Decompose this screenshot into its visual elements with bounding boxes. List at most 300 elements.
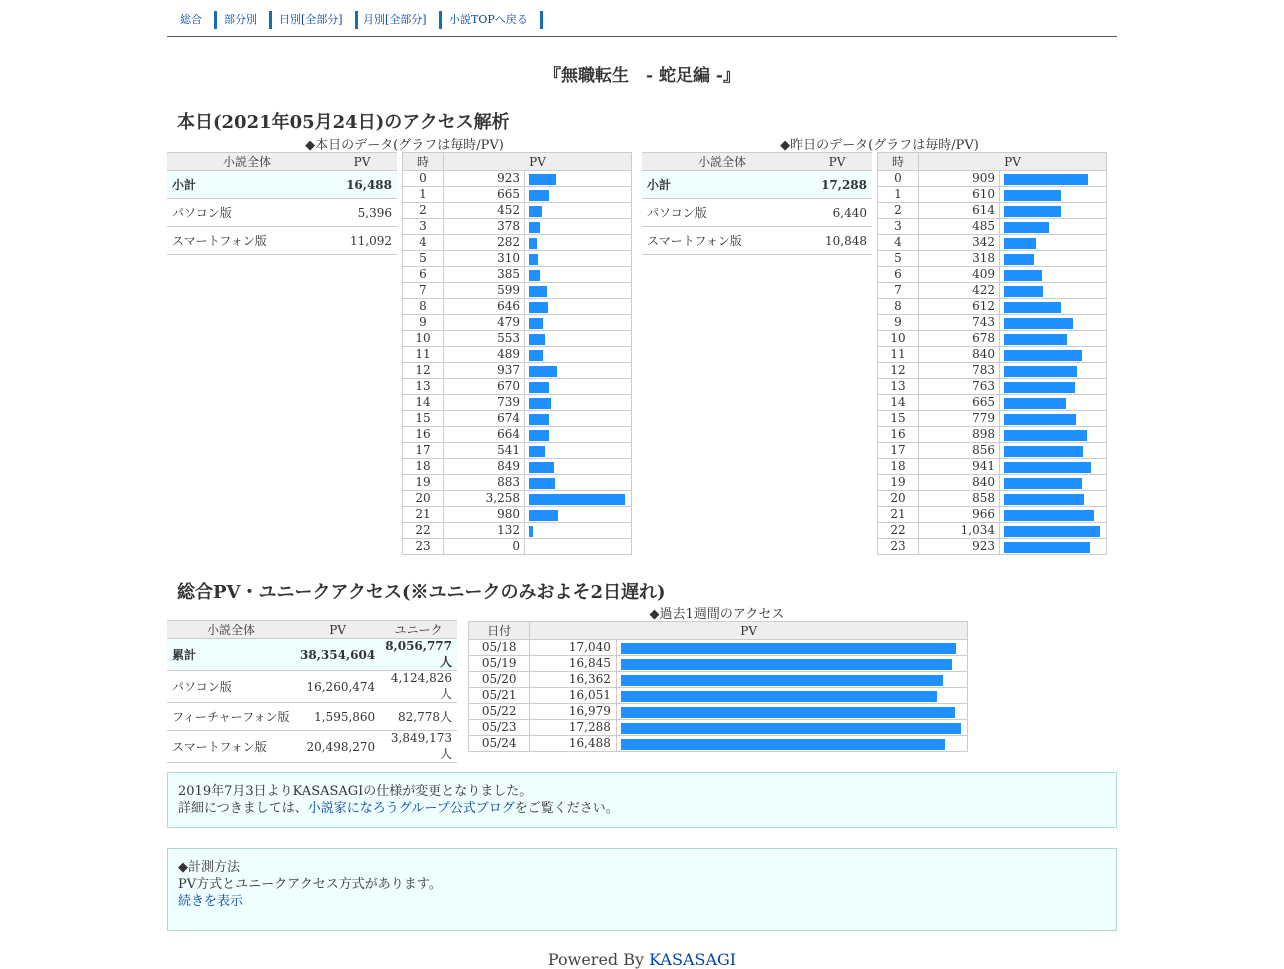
hour-bar <box>529 526 533 537</box>
hour-bar <box>529 350 543 361</box>
hour-row <box>878 203 1107 219</box>
hour-cell: 12 <box>403 363 444 379</box>
hour-cell: 5 <box>878 251 919 267</box>
week-date: 05/18 <box>469 640 530 656</box>
notice-line: 2019年7月3日よりKASASAGIの仕様が変更となりました。 <box>178 784 533 799</box>
hour-row <box>878 315 1107 331</box>
hour-cell: 7 <box>403 283 444 299</box>
col-header: 小説全体 <box>167 153 327 171</box>
hour-graph-cell <box>525 379 632 395</box>
hour-cell: 2 <box>403 203 444 219</box>
total-section-title: 総合PV・ユニークアクセス(※ユニークのみおよそ2日遅れ) <box>177 582 666 603</box>
summary-value: 5,396 <box>327 199 397 227</box>
hour-bar <box>529 318 543 329</box>
hour-cell: 23 <box>403 539 444 555</box>
hour-cell: 1 <box>403 187 444 203</box>
hour-pv: 980 <box>444 507 525 523</box>
hour-pv: 937 <box>444 363 525 379</box>
nav-link-2[interactable]: 日別[全部分] <box>267 11 358 29</box>
hour-row <box>878 459 1107 475</box>
hour-row <box>878 171 1107 187</box>
hour-cell: 7 <box>878 283 919 299</box>
hour-bar <box>1004 318 1073 329</box>
hour-row <box>403 475 632 491</box>
hour-cell: 5 <box>403 251 444 267</box>
hour-cell: 14 <box>403 395 444 411</box>
hour-bar <box>529 270 540 281</box>
nav-link-3[interactable]: 月別[全部分] <box>351 11 442 29</box>
hour-pv: 856 <box>919 443 1000 459</box>
read-more-link[interactable]: 続きを表示 <box>178 894 244 909</box>
hour-graph-cell <box>525 235 632 251</box>
week-pv: 16,979 <box>530 704 617 720</box>
total-unique: 4,124,826人 <box>380 671 457 703</box>
week-graph-cell <box>616 704 967 720</box>
hour-graph-cell <box>525 491 632 507</box>
week-row <box>469 640 968 656</box>
hour-bar <box>529 238 537 249</box>
week-pv: 16,488 <box>530 736 617 752</box>
week-graph-cell <box>616 736 967 752</box>
hour-row <box>403 283 632 299</box>
hour-bar <box>1004 526 1100 537</box>
hour-bar <box>529 510 558 521</box>
notice-text: 詳細につきましては、 <box>178 801 308 816</box>
hour-graph-cell <box>525 299 632 315</box>
hour-row <box>878 219 1107 235</box>
hour-row <box>403 491 632 507</box>
hour-cell: 12 <box>878 363 919 379</box>
hour-cell: 4 <box>878 235 919 251</box>
hour-row <box>878 475 1107 491</box>
hour-row <box>878 283 1107 299</box>
week-pv: 17,288 <box>530 720 617 736</box>
hour-graph-cell <box>1000 251 1107 267</box>
hour-bar <box>529 222 540 233</box>
hour-graph-cell <box>525 171 632 187</box>
hour-bar <box>1004 366 1077 377</box>
hour-cell: 16 <box>403 427 444 443</box>
hour-graph-cell <box>525 187 632 203</box>
hour-bar <box>529 286 547 297</box>
notice-line <box>168 800 1116 817</box>
col-header: 時 <box>878 153 919 171</box>
hour-pv: 318 <box>919 251 1000 267</box>
hour-cell: 18 <box>403 459 444 475</box>
total-row <box>167 639 457 671</box>
spec-change-notice <box>167 772 1117 828</box>
hour-pv: 923 <box>919 539 1000 555</box>
nav-link-4[interactable]: 小説TOPへ戻る <box>437 11 543 29</box>
hour-pv: 779 <box>919 411 1000 427</box>
hour-graph-cell <box>525 395 632 411</box>
hour-row <box>403 507 632 523</box>
hour-graph-cell <box>525 267 632 283</box>
hour-cell: 8 <box>878 299 919 315</box>
summary-value: 16,488 <box>327 171 397 199</box>
summary-value: 11,092 <box>327 227 397 255</box>
week-graph-cell <box>616 672 967 688</box>
hour-graph-cell <box>1000 203 1107 219</box>
total-unique: 82,778人 <box>380 703 457 731</box>
hour-bar <box>1004 222 1049 233</box>
hour-bar <box>529 254 538 265</box>
hour-row <box>878 187 1107 203</box>
hour-pv: 610 <box>919 187 1000 203</box>
col-header: 小説全体 <box>642 153 802 171</box>
hour-graph-cell <box>1000 267 1107 283</box>
hour-cell: 18 <box>878 459 919 475</box>
hour-pv: 422 <box>919 283 1000 299</box>
hour-graph-cell <box>525 427 632 443</box>
hour-cell: 2 <box>878 203 919 219</box>
week-pv: 17,040 <box>530 640 617 656</box>
col-header: PV <box>327 153 397 171</box>
hour-pv: 132 <box>444 523 525 539</box>
hour-cell: 17 <box>403 443 444 459</box>
week-row <box>469 736 968 752</box>
hour-bar <box>529 302 548 313</box>
total-row <box>167 671 457 703</box>
hour-cell: 16 <box>878 427 919 443</box>
hour-pv: 553 <box>444 331 525 347</box>
hour-bar <box>1004 238 1036 249</box>
hour-cell: 4 <box>403 235 444 251</box>
hour-graph-cell <box>525 507 632 523</box>
hour-graph-cell <box>1000 459 1107 475</box>
hour-bar <box>1004 382 1075 393</box>
summary-row <box>167 199 397 227</box>
hour-cell: 13 <box>403 379 444 395</box>
hour-pv: 840 <box>919 347 1000 363</box>
hour-cell: 6 <box>878 267 919 283</box>
hour-pv: 614 <box>919 203 1000 219</box>
hour-row <box>403 315 632 331</box>
hour-pv: 941 <box>919 459 1000 475</box>
hour-cell: 21 <box>403 507 444 523</box>
col-header: PV <box>530 622 968 640</box>
hour-pv: 665 <box>444 187 525 203</box>
hour-pv: 674 <box>444 411 525 427</box>
week-bar <box>621 723 961 734</box>
hour-pv: 1,034 <box>919 523 1000 539</box>
summary-label: 小計 <box>642 171 802 199</box>
hour-graph-cell <box>1000 235 1107 251</box>
nav-link-1[interactable]: 部分別 <box>212 11 272 29</box>
hour-pv: 612 <box>919 299 1000 315</box>
col-header: PV <box>802 153 872 171</box>
today-summary-table <box>167 152 397 255</box>
hour-row <box>403 395 632 411</box>
today-caption: ◆本日のデータ(グラフは毎時/PV) <box>305 138 504 153</box>
hour-row <box>878 443 1107 459</box>
hour-bar <box>529 398 551 409</box>
week-row <box>469 688 968 704</box>
week-bar <box>621 739 945 750</box>
hour-row <box>878 347 1107 363</box>
hour-row <box>403 363 632 379</box>
col-header: PV <box>444 153 632 171</box>
hour-row <box>878 331 1107 347</box>
hour-pv: 966 <box>919 507 1000 523</box>
hour-row <box>878 491 1107 507</box>
summary-value: 10,848 <box>802 227 872 255</box>
hour-row <box>878 395 1107 411</box>
hour-graph-cell <box>1000 475 1107 491</box>
week-pv: 16,845 <box>530 656 617 672</box>
hour-row <box>403 331 632 347</box>
hour-graph-cell <box>525 283 632 299</box>
kasasagi-link[interactable]: KASASAGI <box>649 950 737 969</box>
hour-graph-cell <box>1000 507 1107 523</box>
hour-pv: 452 <box>444 203 525 219</box>
summary-row <box>642 199 872 227</box>
hour-pv: 883 <box>444 475 525 491</box>
today-section-title: 本日(2021年05月24日)のアクセス解析 <box>177 112 510 133</box>
summary-row <box>167 227 397 255</box>
summary-value: 17,288 <box>802 171 872 199</box>
hour-row <box>403 379 632 395</box>
hour-graph-cell <box>1000 331 1107 347</box>
hour-bar <box>1004 206 1061 217</box>
col-header: 時 <box>403 153 444 171</box>
summary-label: 小計 <box>167 171 327 199</box>
hour-graph-cell <box>1000 347 1107 363</box>
hour-graph-cell <box>525 539 632 555</box>
footer <box>167 950 1117 969</box>
total-label: パソコン版 <box>167 671 295 703</box>
total-row <box>167 703 457 731</box>
hour-row <box>403 299 632 315</box>
col-header: ユニーク <box>380 621 457 639</box>
hour-pv: 909 <box>919 171 1000 187</box>
week-graph-cell <box>616 640 967 656</box>
hour-bar <box>529 190 549 201</box>
hour-cell: 17 <box>878 443 919 459</box>
week-caption: ◆過去1週間のアクセス <box>649 607 785 622</box>
week-bar <box>621 659 952 670</box>
measurement-notice <box>167 848 1117 931</box>
hour-cell: 22 <box>403 523 444 539</box>
hour-row <box>403 235 632 251</box>
hour-row <box>403 267 632 283</box>
hour-pv: 664 <box>444 427 525 443</box>
hour-pv: 923 <box>444 171 525 187</box>
summary-label: スマートフォン版 <box>642 227 802 255</box>
week-pv: 16,051 <box>530 688 617 704</box>
official-blog-link[interactable]: 小説家になろうグループ公式ブログ <box>307 801 515 816</box>
hour-bar <box>1004 478 1082 489</box>
hour-pv: 0 <box>444 539 525 555</box>
hour-cell: 6 <box>403 267 444 283</box>
hour-row <box>403 219 632 235</box>
hour-cell: 11 <box>403 347 444 363</box>
total-unique: 3,849,173人 <box>380 731 457 763</box>
hour-graph-cell <box>525 363 632 379</box>
hour-pv: 739 <box>444 395 525 411</box>
hour-pv: 743 <box>919 315 1000 331</box>
hour-pv: 479 <box>444 315 525 331</box>
hour-bar <box>1004 446 1083 457</box>
hour-bar <box>1004 350 1082 361</box>
hour-graph-cell <box>1000 523 1107 539</box>
week-date: 05/20 <box>469 672 530 688</box>
summary-label: スマートフォン版 <box>167 227 327 255</box>
hour-row <box>878 379 1107 395</box>
total-pv: 38,354,604 <box>295 639 380 671</box>
hour-graph-cell <box>525 347 632 363</box>
hour-row <box>403 443 632 459</box>
hour-cell: 21 <box>878 507 919 523</box>
hour-bar <box>1004 174 1088 185</box>
total-label: スマートフォン版 <box>167 731 295 763</box>
hour-row <box>403 171 632 187</box>
hour-row <box>878 251 1107 267</box>
hour-cell: 15 <box>878 411 919 427</box>
hour-pv: 485 <box>919 219 1000 235</box>
col-header: 小説全体 <box>167 621 295 639</box>
week-bar <box>621 675 943 686</box>
hour-cell: 0 <box>403 171 444 187</box>
hour-pv: 665 <box>919 395 1000 411</box>
week-graph-cell <box>616 656 967 672</box>
total-pv: 16,260,474 <box>295 671 380 703</box>
hour-bar <box>529 446 545 457</box>
hour-pv: 670 <box>444 379 525 395</box>
hour-bar <box>529 366 557 377</box>
yesterday-summary-table <box>642 152 872 255</box>
total-summary-table <box>167 620 457 763</box>
hour-bar <box>529 494 625 505</box>
hour-pv: 840 <box>919 475 1000 491</box>
hour-bar <box>529 478 555 489</box>
week-bar <box>621 643 956 654</box>
week-date: 05/22 <box>469 704 530 720</box>
hour-graph-cell <box>1000 427 1107 443</box>
hour-cell: 20 <box>403 491 444 507</box>
novel-title: 『無職転生 - 蛇足編 -』 <box>544 66 740 86</box>
hour-bar <box>529 382 549 393</box>
hour-row <box>403 203 632 219</box>
hour-cell: 23 <box>878 539 919 555</box>
week-row <box>469 720 968 736</box>
hour-bar <box>529 414 549 425</box>
hour-bar <box>529 334 545 345</box>
hour-graph-cell <box>1000 299 1107 315</box>
hour-bar <box>1004 254 1034 265</box>
total-pv: 1,595,860 <box>295 703 380 731</box>
summary-label: パソコン版 <box>642 199 802 227</box>
hour-pv: 385 <box>444 267 525 283</box>
hour-row <box>403 411 632 427</box>
hour-row <box>878 427 1107 443</box>
hour-graph-cell <box>525 219 632 235</box>
hour-pv: 310 <box>444 251 525 267</box>
hour-graph-cell <box>1000 539 1107 555</box>
hour-bar <box>1004 430 1087 441</box>
hour-cell: 14 <box>878 395 919 411</box>
hour-row <box>878 507 1107 523</box>
hour-cell: 9 <box>403 315 444 331</box>
hour-bar <box>1004 462 1091 473</box>
total-unique: 8,056,777人 <box>380 639 457 671</box>
hour-cell: 10 <box>403 331 444 347</box>
yesterday-caption: ◆昨日のデータ(グラフは毎時/PV) <box>780 138 979 153</box>
top-nav <box>167 10 1117 37</box>
hour-row <box>403 187 632 203</box>
hour-pv: 858 <box>919 491 1000 507</box>
week-bar <box>621 691 937 702</box>
total-label: フィーチャーフォン版 <box>167 703 295 731</box>
hour-graph-cell <box>1000 171 1107 187</box>
notice-title: ◆計測方法 <box>178 860 240 875</box>
col-header: PV <box>295 621 380 639</box>
notice-body: PV方式とユニークアクセス方式があります。 <box>178 877 442 892</box>
summary-row <box>642 171 872 199</box>
total-pv: 20,498,270 <box>295 731 380 763</box>
week-date: 05/21 <box>469 688 530 704</box>
hour-graph-cell <box>1000 219 1107 235</box>
hour-bar <box>529 174 556 185</box>
hour-pv: 409 <box>919 267 1000 283</box>
col-header: PV <box>919 153 1107 171</box>
total-label: 累計 <box>167 639 295 671</box>
hour-row <box>878 299 1107 315</box>
nav-link-0[interactable]: 総合 <box>167 11 217 29</box>
hour-graph-cell <box>525 523 632 539</box>
hour-bar <box>529 430 549 441</box>
hour-row <box>403 523 632 539</box>
hour-cell: 0 <box>878 171 919 187</box>
hour-pv: 678 <box>919 331 1000 347</box>
hour-graph-cell <box>525 443 632 459</box>
hour-bar <box>1004 542 1090 553</box>
hour-cell: 13 <box>878 379 919 395</box>
hour-pv: 282 <box>444 235 525 251</box>
notice-text: をご覧ください。 <box>514 801 619 816</box>
week-row <box>469 672 968 688</box>
hour-graph-cell <box>1000 443 1107 459</box>
hour-graph-cell <box>525 475 632 491</box>
week-graph-cell <box>616 688 967 704</box>
hour-cell: 15 <box>403 411 444 427</box>
week-row <box>469 656 968 672</box>
yesterday-hourly-table <box>877 152 1107 555</box>
total-row <box>167 731 457 763</box>
hour-bar <box>1004 398 1066 409</box>
hour-cell: 1 <box>878 187 919 203</box>
week-pv: 16,362 <box>530 672 617 688</box>
footer-prefix: Powered By <box>547 950 650 969</box>
hour-cell: 3 <box>878 219 919 235</box>
hour-graph-cell <box>525 459 632 475</box>
hour-row <box>403 539 632 555</box>
hour-pv: 898 <box>919 427 1000 443</box>
week-bar <box>621 707 955 718</box>
hour-pv: 378 <box>444 219 525 235</box>
hour-bar <box>1004 334 1067 345</box>
week-date: 05/24 <box>469 736 530 752</box>
week-table <box>468 621 968 752</box>
hour-pv: 646 <box>444 299 525 315</box>
hour-cell: 20 <box>878 491 919 507</box>
today-hourly-table <box>402 152 632 555</box>
hour-cell: 3 <box>403 219 444 235</box>
week-row <box>469 704 968 720</box>
hour-cell: 19 <box>403 475 444 491</box>
hour-graph-cell <box>1000 283 1107 299</box>
hour-cell: 11 <box>878 347 919 363</box>
